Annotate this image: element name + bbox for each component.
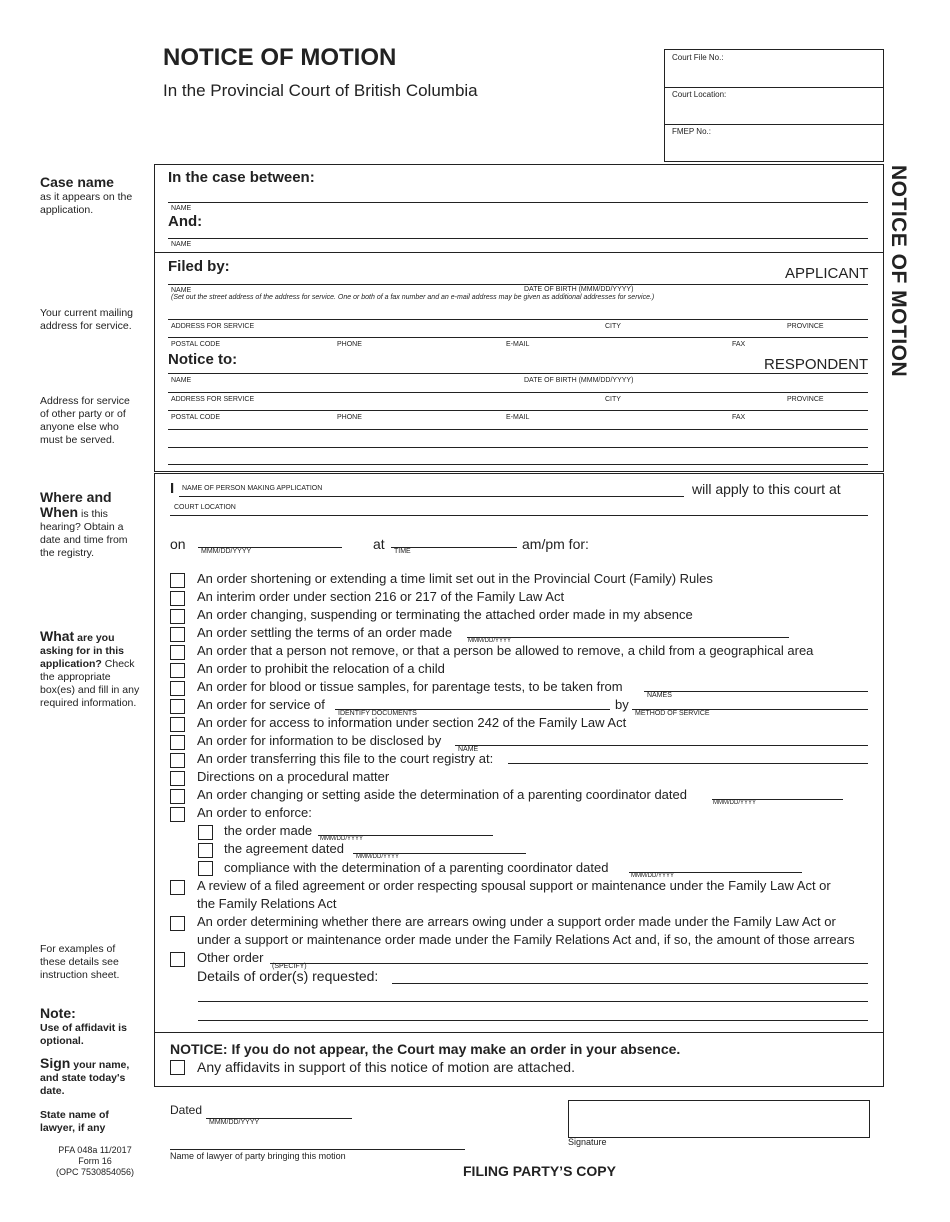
order-relocation: An order to prohibit the relocation of a child — [197, 661, 445, 676]
will-apply-text: will apply to this court at — [692, 481, 841, 497]
applicant-label: APPLICANT — [785, 265, 869, 282]
order-review-support-2: the Family Relations Act — [197, 896, 337, 911]
checkbox-other-order[interactable] — [170, 952, 185, 967]
sidebar-case-name: Case name as it appears on the application. — [40, 174, 133, 216]
court-file-no-field[interactable]: Court File No.: — [665, 50, 883, 88]
page-title: NOTICE OF MOTION — [163, 44, 397, 71]
additional-party-line-2[interactable] — [168, 447, 868, 448]
order-time-limit: An order shortening or extending a time limit set out in the Provincial Court (Family) Rules — [197, 571, 713, 586]
parties-section — [154, 164, 884, 472]
sidebar-sign: Sign your name, and state today's date. — [40, 1055, 130, 1097]
details-line-3[interactable] — [198, 1020, 868, 1021]
order-service: An order for service of — [197, 697, 325, 712]
order-access-info: An order for access to information under section 242 of the Family Law Act — [197, 715, 627, 730]
order-change-absence: An order changing, suspending or terminating the attached order made in my absence — [197, 607, 693, 622]
applicant-address-field[interactable] — [168, 319, 868, 320]
checkbox-time-limit[interactable] — [170, 573, 185, 588]
additional-party-line-1[interactable] — [168, 429, 868, 430]
applicant-person-field[interactable] — [179, 496, 684, 497]
lawyer-name-label: Name of lawyer of party bringing this motion — [170, 1151, 346, 1161]
checkbox-parenting-coordinator[interactable] — [170, 789, 185, 804]
order-transfer-file: An order transferring this file to the court registry at: — [197, 751, 494, 766]
enforce-compliance: compliance with the determination of a parenting coordinator dated — [224, 860, 609, 875]
sidebar-note: Note: Use of affidavit is optional. — [40, 1005, 127, 1047]
checkbox-blood-samples[interactable] — [170, 681, 185, 696]
checkbox-enforce-compliance[interactable] — [198, 861, 213, 876]
sidebar-where-when: Where and When is this hearing? Obtain a date and time from the registry. — [40, 489, 128, 559]
checkbox-settle-terms[interactable] — [170, 627, 185, 642]
checkbox-affidavits[interactable] — [170, 1060, 185, 1075]
order-parenting-coordinator: An order changing or setting aside the determination of a parenting coordinator dated — [197, 787, 687, 802]
order-enforce: An order to enforce: — [197, 805, 312, 820]
court-file-box — [664, 49, 884, 162]
signature-box[interactable] — [568, 1100, 870, 1138]
applicant-contact-field[interactable] — [168, 337, 868, 338]
details-label: Details of order(s) requested: — [197, 968, 379, 984]
checkbox-disclose-info[interactable] — [170, 735, 185, 750]
order-arrears-2: under a support or maintenance order made under the Family Relations Act and, if so, the amount of those arrears — [197, 932, 855, 947]
checkbox-arrears[interactable] — [170, 916, 185, 931]
additional-party-line-3[interactable] — [168, 464, 868, 465]
checkbox-enforce-order[interactable] — [198, 825, 213, 840]
checkbox-enforce[interactable] — [170, 807, 185, 822]
order-settle-terms: An order settling the terms of an order made — [197, 625, 453, 640]
enforce-order-made: the order made — [224, 823, 313, 838]
court-location-field[interactable]: Court Location: — [665, 87, 883, 125]
respondent-label: RESPONDENT — [764, 356, 869, 373]
notice-warning: NOTICE: If you do not appear, the Court may make an order in your absence. — [170, 1041, 681, 1057]
signature-label: Signature — [568, 1137, 607, 1147]
checkbox-interim-order[interactable] — [170, 591, 185, 606]
form-identifier: PFA 048a 11/2017 Form 16 (OPC 7530854056) — [55, 1145, 135, 1177]
filed-by-divider — [154, 252, 883, 253]
order-directions: Directions on a procedural matter — [197, 769, 390, 784]
vertical-title: NOTICE OF MOTION — [887, 165, 910, 378]
case-between-heading: In the case between: — [168, 169, 315, 186]
order-arrears-1: An order determining whether there are arrears owing under a support order made under the Family Law Act or — [197, 914, 836, 929]
applicant-i: I — [170, 480, 175, 497]
court-location-field[interactable] — [170, 515, 868, 516]
sidebar-examples: For examples of these details see instruction sheet. — [40, 943, 120, 981]
checkbox-service[interactable] — [170, 699, 185, 714]
by-label: by — [615, 697, 629, 712]
order-blood-samples: An order for blood or tissue samples, for parentage tests, to be taken from — [197, 679, 623, 694]
disclose-name-field[interactable] — [455, 745, 868, 746]
applicant-name-field[interactable] — [168, 284, 868, 285]
respondent-address-field[interactable] — [168, 392, 868, 393]
at-label: at — [373, 536, 385, 552]
order-review-support-1: A review of a filed agreement or order respecting spousal support or maintenance under the Family Law Act or — [197, 878, 831, 893]
ampm-for-label: am/pm for: — [522, 536, 589, 552]
order-other: Other order — [197, 950, 264, 965]
checkbox-remove-child[interactable] — [170, 645, 185, 660]
respondent-name-field[interactable] — [168, 373, 868, 374]
fmep-no-field[interactable]: FMEP No.: — [672, 127, 711, 136]
order-disclose-info: An order for information to be disclosed by — [197, 733, 442, 748]
checkbox-relocation[interactable] — [170, 663, 185, 678]
checkbox-directions[interactable] — [170, 771, 185, 786]
details-line-1[interactable] — [392, 983, 868, 984]
affidavits-text: Any affidavits in support of this notice of motion are attached. — [197, 1059, 575, 1075]
party2-name-field[interactable] — [168, 238, 868, 239]
notice-divider — [154, 1032, 884, 1033]
enforce-agreement: the agreement dated — [224, 841, 344, 856]
order-interim: An interim order under section 216 or 217 of the Family Law Act — [197, 589, 565, 604]
sidebar-what: What are you asking for in this application? Check the appropriate box(es) and fill in any required information. — [40, 628, 140, 709]
order-remove-child: An order that a person not remove, or that a person be allowed to remove, a child from a geographical area — [197, 643, 814, 658]
notice-to-heading: Notice to: — [168, 351, 238, 368]
checkbox-enforce-agreement[interactable] — [198, 843, 213, 858]
on-label: on — [170, 536, 186, 552]
details-line-2[interactable] — [198, 1001, 868, 1002]
address-instruction: (Set out the street address of the address for service. One or both of a fax number and an e-mail address may be given as additional addresses for service.) — [171, 294, 655, 301]
lawyer-name-field[interactable] — [170, 1149, 465, 1150]
checkbox-review-support[interactable] — [170, 880, 185, 895]
settle-date-field[interactable] — [467, 637, 789, 638]
transfer-registry-field[interactable] — [508, 763, 868, 764]
filing-copy-label: FILING PARTY’S COPY — [463, 1163, 616, 1179]
sidebar-lawyer: State name of lawyer, if any — [40, 1109, 109, 1134]
party1-name-field[interactable] — [168, 202, 868, 203]
respondent-contact-field[interactable] — [168, 410, 868, 411]
checkbox-transfer-file[interactable] — [170, 753, 185, 768]
filed-by-heading: Filed by: — [168, 258, 230, 275]
other-order-field[interactable] — [270, 963, 868, 964]
dated-label: Dated — [170, 1103, 203, 1117]
sidebar-mailing-address: Your current mailing address for service. — [40, 307, 133, 332]
checkbox-change-order[interactable] — [170, 609, 185, 624]
and-heading: And: — [168, 213, 203, 230]
sidebar-other-party-address: Address for service of other party or of anyone else who must be served. — [40, 395, 130, 446]
court-subtitle: In the Provincial Court of British Columbia — [163, 81, 478, 100]
checkbox-access-info[interactable] — [170, 717, 185, 732]
samples-names-field[interactable] — [644, 691, 868, 692]
